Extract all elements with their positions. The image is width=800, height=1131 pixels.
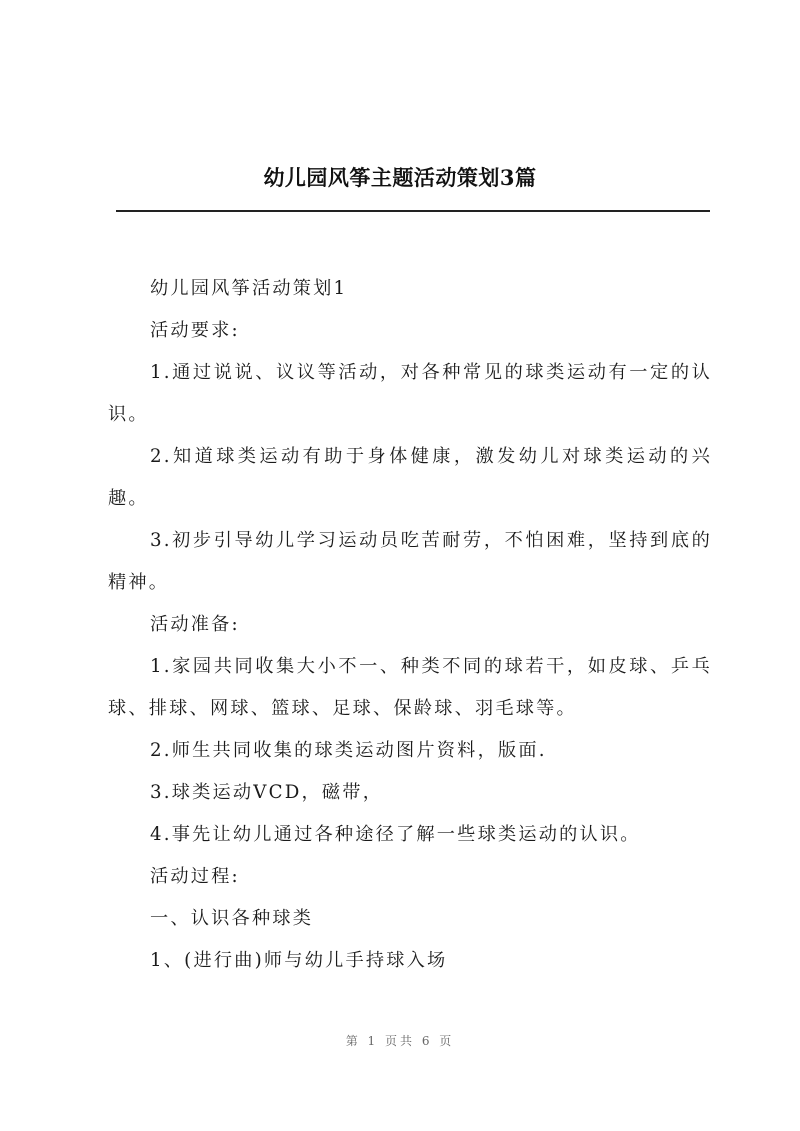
process-step-heading: 一、认识各种球类 bbox=[150, 908, 314, 929]
preparation-item: 4.事先让幼儿通过各种途径了解一些球类运动的认识。 bbox=[150, 824, 641, 845]
preparation-item: 3.球类运动VCD，磁带， bbox=[150, 782, 384, 803]
document-body bbox=[108, 268, 712, 982]
subheading-process: 活动过程: bbox=[150, 866, 240, 887]
process-step-item: 1、(进行曲)师与幼儿手持球入场 bbox=[150, 950, 448, 971]
page-number-footer: 第 1 页共 6 页 bbox=[345, 1034, 455, 1048]
subheading-requirements: 活动要求: bbox=[150, 320, 240, 341]
document-title: 幼儿园风筝主题活动策划3篇 bbox=[263, 165, 537, 190]
requirement-item: 3.初步引导幼儿学习运动员吃苦耐劳，不怕困难，坚持到底的精神。 bbox=[108, 530, 712, 593]
requirement-item: 2.知道球类运动有助于身体健康，激发幼儿对球类运动的兴趣。 bbox=[108, 446, 712, 509]
title-divider bbox=[116, 210, 710, 212]
subheading-preparation: 活动准备: bbox=[150, 614, 240, 635]
preparation-item: 2.师生共同收集的球类运动图片资料，版面. bbox=[150, 740, 547, 761]
section-heading: 幼儿园风筝活动策划1 bbox=[150, 278, 348, 299]
requirement-item: 1.通过说说、议议等活动，对各种常见的球类运动有一定的认识。 bbox=[108, 362, 712, 425]
preparation-item: 1.家园共同收集大小不一、种类不同的球若干，如皮球、乒乓球、排球、网球、篮球、足球、保龄球、羽毛球等。 bbox=[108, 656, 712, 719]
